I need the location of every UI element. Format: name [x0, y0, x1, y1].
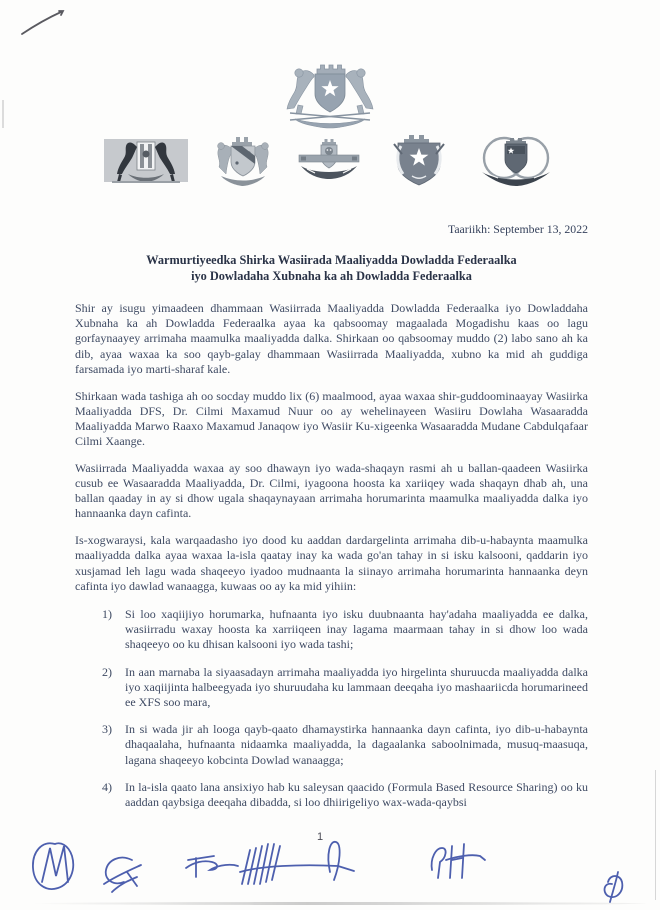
signature-3 [186, 856, 238, 877]
federal-coat-of-arms-icon [268, 60, 392, 130]
list-item-4 [75, 780, 588, 810]
list-number: 4) [102, 779, 112, 794]
scan-mark-left [2, 100, 4, 128]
paragraph-4: Is-xogwaraysi, kala warqaadasho iyo dood ku aaddan dardargelinta arrimaha dib-u-habaynta maamulka maaliyadda dalka ayaa waxaa la-isla qaatay inay ka wada go'an tahay in si isku kalsooni, qaddarin iyo xusjamad leh lagu wada shaqeeyo iyadoo mudnaanta la siinayo arrimaha horumarinta hannaanka deyn cafinta iyo dawlad wanaagga, kuwaas oo ay ka mid yihiin: [75, 533, 588, 593]
state-emblem-3-icon [297, 136, 361, 188]
scan-shadow-bottom [30, 902, 646, 905]
signatures-row [0, 832, 660, 907]
signature-4 [240, 842, 354, 884]
state-emblem-2-icon [211, 133, 275, 191]
state-emblem-1-icon [104, 136, 188, 188]
list-number: 1) [102, 606, 112, 621]
signature-1 [33, 843, 73, 889]
numbered-list [75, 607, 588, 810]
paragraph-2: Shirkaan wada tashiga ah oo socday muddo lix (6) maalmood, ayaa waxaa shir-guddoominaayay Wasiirka Maaliyadda DFS, Dr. Cilmi Maxamud Nuur oo ay wehelinayeen Wasiiru Dowlaha Wasaaradda Maaliyadda Marwo Raaxo Maxamud Janaqow iyo Wasiir Ku-xigeenka Wasaaradda Mudane Cabdulqafaar Cilmi Xaange. [75, 388, 588, 449]
document-title [75, 252, 588, 284]
list-number: 3) [102, 722, 112, 737]
state-emblem-5-icon [476, 134, 556, 190]
scan-edge-right [655, 770, 656, 900]
signature-2 [104, 858, 141, 892]
list-item-2 [75, 665, 588, 711]
list-item-3 [75, 722, 588, 768]
paragraph-1: Shir ay isugu yimaadeen dhammaan Wasiirrada Maaliyadda Dowladda Federaalka iyo Dowladdaha Xubnaha ka ah Dowladda Federaalka ayaa ka qabsoomay magaalada Mogadishu kaas oo lagu gorfaynaayey arrimaha maamulka maaliyadda dalka. Shirkaan oo qabsoomay muddo (2) labo sano ah ka dib, ayaa waxaa ka soo qayb-galay dhammaan Wasiirrada Maaliyadda, xubno ka mid ah guddiga farsamada iyo marti-sharaf kale. [75, 301, 588, 376]
list-text: In aan marnaba la siyaasadayn arrimaha maaliyadda iyo hirgelinta shuruucda maaliyadda dalka iyo xaqiijinta halbeegyada iyo shuruudaha ku lammaan deeqaha iyo mashaariicda horumarineed ee XFS soo mara, [125, 664, 588, 709]
initial-mark [605, 872, 623, 902]
document-body [75, 222, 588, 822]
title-line-2: iyo Dowladaha Xubnaha ka ah Dowladda Federaalka [191, 269, 472, 283]
paragraph-3: Wasiirrada Maaliyadda waxaa ay soo dhawayn iyo wada-shaqayn rasmi ah u ballan-qaadeen Wasiirka cusub ee Wasaaradda Maaliyadda, Dr. Cilmi, iyagoona hoosta ka xariiqey wada shaqayn dhab ah, una ballan qaaday in ay si dhow ugala shaqaynayaan arrimaha horumarinta maamulka maaliyadda dalka iyo hannaanka dayn cafinta. [75, 460, 588, 521]
title-line-1: Warmurtiyeedka Shirka Wasiirada Maaliyadda Dowladda Federaalka [146, 253, 517, 267]
pen-stroke-icon [14, 6, 74, 40]
page-number: 1 [316, 831, 324, 843]
list-text: In si wada jir ah looga qayb-qaato dhamaystirka hannaanka dayn cafinta, iyo dib-u-habaynta dhaqaalaha, hufnaanta nidaamka maaliyadda, la dagaalanka saboolnimada, musuq-maasuqa, lagana shaqeeyo kobcinta Dowlad wanaagga; [125, 722, 588, 767]
state-emblem-row [104, 131, 556, 193]
date-line: Taariikh: September 13, 2022 [447, 222, 588, 236]
list-item-1 [75, 607, 588, 653]
state-emblem-4-icon [384, 132, 454, 192]
signature-5 [432, 844, 485, 878]
list-text: In la-isla qaato lana ansixiyo hab ku saleysan qaacido (Formula Based Resource Sharing) oo ku aaddan qaybsiga deeqaha dibadda, si loo dhiirigeliyo wax-wada-qaybsi [125, 779, 588, 809]
list-number: 2) [102, 664, 112, 679]
list-text: Si loo xaqiijiyo horumarka, hufnaanta iyo isku duubnaanta hay'adaha maaliyadda ee dalka, wasiirradu waxay hoosta ka xarriiqeen inay lagama maarmaan tahay in si dhow loo wada shaqeeyo oo ku dhisan kalsooni iyo wada tashi; [125, 606, 588, 652]
